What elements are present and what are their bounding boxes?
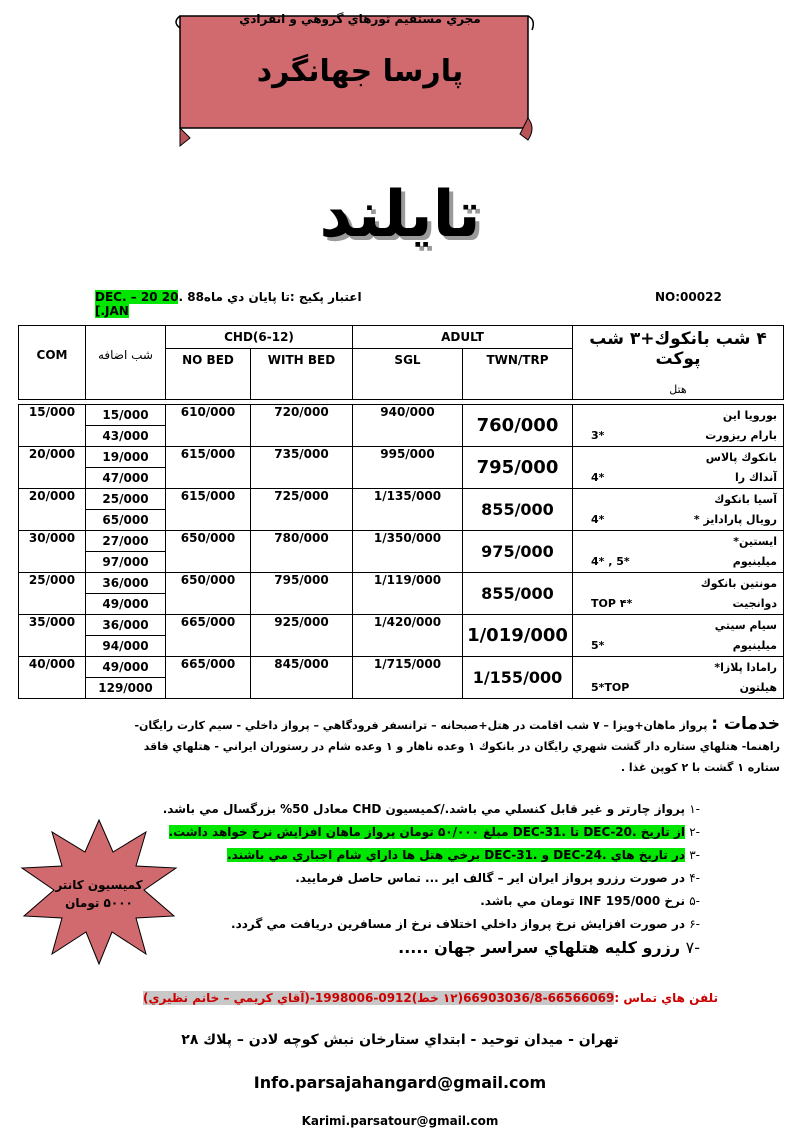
- cell-hotel-1: مونتين بانكوك: [573, 573, 784, 594]
- cell-extra-night-1: 36/000: [86, 615, 166, 636]
- hotel-stars: 4* , 5*: [591, 555, 630, 569]
- cell-no-bed: 610/000: [166, 405, 251, 447]
- note-number: -۷: [685, 938, 700, 957]
- validity-line: [95, 290, 395, 318]
- cell-extra-night-2: 65/000: [86, 510, 166, 531]
- table-row: [19, 447, 784, 468]
- hotel-name-2: دوانجيت: [732, 597, 777, 611]
- cell-com: 30/000: [19, 531, 86, 573]
- cell-com: 40/000: [19, 657, 86, 699]
- note-text: در صورت رزرو پرواز ايران اير – گالف اير ... تماس حاصل فرماييد.: [295, 871, 686, 885]
- cell-hotel-2: [573, 636, 784, 657]
- table-row: [19, 615, 784, 636]
- banner-title: پارسا جهانگرد: [256, 54, 464, 89]
- cell-no-bed: 650/000: [166, 531, 251, 573]
- note-item: [130, 867, 700, 890]
- cell-hotel-1: آسيا بانكوك: [573, 489, 784, 510]
- hotel-name-2: ميلينيوم: [732, 555, 777, 569]
- table-row: [19, 531, 784, 552]
- note-number: -۱: [689, 802, 700, 816]
- price-rows: [19, 405, 784, 699]
- cell-com: 15/000: [19, 405, 86, 447]
- validity-prefix: اعتبار پكيج :تا پايان دي ماه88 .: [178, 290, 362, 304]
- cell-twn: 855/000: [463, 489, 573, 531]
- cell-twn: 855/000: [463, 573, 573, 615]
- note-item: [130, 798, 700, 821]
- table-row: [19, 573, 784, 594]
- cell-with-bed: 845/000: [251, 657, 353, 699]
- hotel-name-2: آنداك را: [734, 471, 777, 485]
- note-text: پرواز چارتر و غير قابل كنسلي مي باشد./كميسيون CHD معادل 50% بزرگسال مي باشد.: [162, 802, 686, 816]
- services-line3: ستاره ۱ گشت با ۲ كوپن غذا .: [620, 761, 780, 774]
- cell-sgl: 995/000: [353, 447, 463, 489]
- cell-hotel-2: [573, 594, 784, 615]
- cell-no-bed: 615/000: [166, 447, 251, 489]
- hotel-stars: 5*: [591, 639, 605, 653]
- cell-extra-night-2: 43/000: [86, 426, 166, 447]
- country-title: تايلند: [319, 178, 481, 252]
- hotel-stars: 3*: [591, 429, 605, 443]
- cell-com: 25/000: [19, 573, 86, 615]
- cell-hotel-2: [573, 678, 784, 699]
- cell-sgl: 1/119/000: [353, 573, 463, 615]
- cell-extra-night-1: 25/000: [86, 489, 166, 510]
- cell-hotel-2: [573, 552, 784, 573]
- note-text: در تاريخ هاي .24-DEC و .31-DEC برخي هتل ها داراي شام اجباري مي باشند.: [227, 848, 686, 862]
- header-sgl: SGL: [353, 349, 463, 400]
- cell-with-bed: 735/000: [251, 447, 353, 489]
- cell-extra-night-1: 49/000: [86, 657, 166, 678]
- cell-com: 20/000: [19, 489, 86, 531]
- cell-hotel-2: [573, 510, 784, 531]
- cell-extra-night-1: 36/000: [86, 573, 166, 594]
- cell-no-bed: 615/000: [166, 489, 251, 531]
- banner-subtitle: مجري مستقيم تورهاي گروهي و انفرادي: [239, 12, 481, 26]
- package-code: NO:00022: [655, 290, 722, 304]
- services-block: [22, 714, 780, 778]
- cell-extra-night-2: 47/000: [86, 468, 166, 489]
- cell-sgl: 1/420/000: [353, 615, 463, 657]
- note-item: [130, 936, 700, 959]
- cell-hotel-2: [573, 426, 784, 447]
- cell-twn: 795/000: [463, 447, 573, 489]
- hotel-name-2: بارام ريزورت: [705, 429, 777, 443]
- header-hotel: هتل: [669, 383, 687, 396]
- cell-twn: 975/000: [463, 531, 573, 573]
- cell-hotel-1: ايستين*: [573, 531, 784, 552]
- table-row: [19, 657, 784, 678]
- cell-extra-night-2: 94/000: [86, 636, 166, 657]
- header-package: [573, 326, 784, 400]
- cell-extra-night-2: 129/000: [86, 678, 166, 699]
- header-twn: TWN/TRP: [463, 349, 573, 400]
- table-row: [19, 489, 784, 510]
- note-item: [130, 890, 700, 913]
- header-extra-night: شب اضافه: [86, 326, 166, 400]
- note-text: از تاريخ .20-DEC تا .31-DEC مبلغ ۵۰/۰۰۰ تومان پرواز ماهان افزايش نرخ خواهد داشت.: [168, 825, 686, 839]
- cell-hotel-1: سيام سيتي: [573, 615, 784, 636]
- phone-line: [118, 991, 718, 1005]
- header-no-bed: NO BED: [166, 349, 251, 400]
- services-label: خدمات :: [711, 714, 780, 734]
- cell-extra-night-1: 15/000: [86, 405, 166, 426]
- note-text: نرخ INF 195/000 تومان مي باشد.: [480, 894, 686, 908]
- note-number: -۶: [689, 917, 700, 931]
- cell-no-bed: 665/000: [166, 657, 251, 699]
- header-adult: ADULT: [353, 326, 573, 349]
- cell-sgl: 940/000: [353, 405, 463, 447]
- cell-with-bed: 780/000: [251, 531, 353, 573]
- cell-hotel-2: [573, 468, 784, 489]
- cell-extra-night-1: 27/000: [86, 531, 166, 552]
- cell-hotel-1: رامادا پلازا*: [573, 657, 784, 678]
- notes-list: [130, 798, 700, 959]
- cell-twn: 1/019/000: [463, 615, 573, 657]
- cell-no-bed: 650/000: [166, 573, 251, 615]
- cell-com: 35/000: [19, 615, 86, 657]
- hotel-name-2: رويال پارادايز *: [693, 513, 777, 527]
- price-table: [18, 325, 784, 699]
- header-with-bed: WITH BED: [251, 349, 353, 400]
- hotel-stars: 4*: [591, 471, 605, 485]
- cell-with-bed: 725/000: [251, 489, 353, 531]
- burst-line1: كميسيون كانتر: [55, 878, 143, 892]
- hotel-stars: 4*: [591, 513, 605, 527]
- cell-extra-night-1: 19/000: [86, 447, 166, 468]
- cell-twn: 760/000: [463, 405, 573, 447]
- note-number: -۵: [689, 894, 700, 908]
- hotel-name-2: هيلتون: [739, 681, 777, 695]
- cell-sgl: 1/135/000: [353, 489, 463, 531]
- header-chd: CHD(6-12): [166, 326, 353, 349]
- note-item: [130, 844, 700, 867]
- services-line1: پرواز ماهان+ويزا – ۷ شب اقامت در هتل+صبحانه – ترانسفر فرودگاهي – پرواز داخلي - سيم كارت رايگان-: [134, 719, 708, 732]
- header-com: COM: [19, 326, 86, 400]
- hotel-name-2: ميلينيوم: [732, 639, 777, 653]
- validity-dates: 20 DEC. – 20 JAN.]: [95, 290, 179, 318]
- email-karimi[interactable]: Karimi.parsatour@gmail.com: [301, 1114, 499, 1128]
- note-text: رزرو كليه هتلهاي سراسر جهان .....: [398, 938, 681, 957]
- cell-with-bed: 795/000: [251, 573, 353, 615]
- cell-no-bed: 665/000: [166, 615, 251, 657]
- cell-hotel-1: بانكوك پالاس: [573, 447, 784, 468]
- cell-sgl: 1/715/000: [353, 657, 463, 699]
- email-info[interactable]: Info.parsajahangard@gmail.com: [253, 1073, 547, 1092]
- note-number: -۴: [689, 871, 700, 885]
- package-title: ۴ شب بانكوك+۳ شب پوكت: [589, 329, 767, 369]
- cell-extra-night-2: 97/000: [86, 552, 166, 573]
- address: تهران - ميدان توحيد - ابتداي ستارخان نبش كوچه لادن – پلاك ۲۸: [181, 1032, 619, 1048]
- note-item: [130, 821, 700, 844]
- note-number: -۲: [689, 825, 700, 839]
- cell-with-bed: 925/000: [251, 615, 353, 657]
- hotel-stars: TOP ۴*: [591, 597, 633, 611]
- cell-sgl: 1/350/000: [353, 531, 463, 573]
- note-item: [130, 913, 700, 936]
- burst-line2: ۵۰۰۰ تومان: [65, 896, 133, 910]
- services-line2: راهنما- هتلهاي ستاره دار گشت شهري رايگان در بانكوك ۱ وعده ناهار و ۱ وعده شام در رستوران ايراني - هتلهاي فاقد: [143, 740, 780, 753]
- phone-label: تلفن هاي تماس :: [614, 991, 718, 1005]
- cell-with-bed: 720/000: [251, 405, 353, 447]
- table-row: [19, 405, 784, 426]
- cell-twn: 1/155/000: [463, 657, 573, 699]
- note-text: در صورت افزايش نرخ پرواز داخلي اختلاف نرخ از مسافرين دريافت مي گردد.: [231, 917, 686, 931]
- cell-extra-night-2: 49/000: [86, 594, 166, 615]
- phone-numbers: 66566069-66903036/8(۱۲ خط)0912-1998006-(آقاي كريمي – خانم نظيري): [143, 991, 615, 1005]
- cell-hotel-1: بورويا اين: [573, 405, 784, 426]
- note-number: -۳: [689, 848, 700, 862]
- cell-com: 20/000: [19, 447, 86, 489]
- hotel-stars: 5*TOP: [591, 681, 630, 695]
